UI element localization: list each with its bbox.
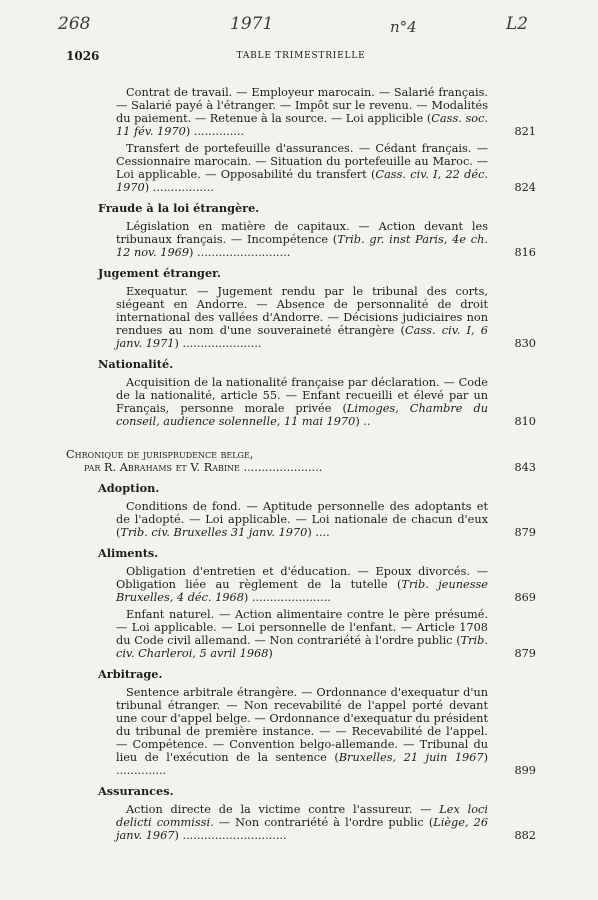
entry-page: 882 <box>514 829 536 842</box>
page-number: 1026 <box>66 49 100 63</box>
page-header <box>66 49 536 67</box>
entry-page: 879 <box>514 647 536 660</box>
handwritten-note: n°4 <box>390 18 417 36</box>
entry-page: 899 <box>514 764 536 777</box>
index-entry: Transfert de portefeuille d'assurances. — Cédant français. — Cessionnaire marocain. — Situation du portefeuille au Maroc. — Loi applicable. — Opposabilité du transfert (Cass. civ. I, 22 déc. 1970) ................. 824 <box>116 142 536 194</box>
handwritten-note: 268 <box>58 14 91 34</box>
section-heading: Nationalité. <box>98 357 174 371</box>
entry-page: 830 <box>514 337 536 350</box>
index-entry: Acquisition de la nationalité française par déclaration. — Code de la nationalité, article 55. — Enfant recueilli et élevé par un Français, personne morale privée (Limoges, Chambre du conseil, audience solennelle, 11 mai 1970) .. 810 <box>116 376 536 428</box>
entry-page: 824 <box>514 181 536 194</box>
chronique-heading: Chronique de jurisprudence belge, par R. Abrahams et V. Rabine ...................... 843 <box>66 448 536 474</box>
section-heading: Fraude à la loi étrangère. <box>98 201 260 215</box>
entry-page: 869 <box>514 591 536 604</box>
handwritten-note: 1971 <box>230 14 274 34</box>
section-heading: Jugement étranger. <box>98 266 221 280</box>
entry-page: 843 <box>514 461 536 474</box>
index-entry: Action directe de la victime contre l'assureur. — Lex loci delicti commissi. — Non contrariété à l'ordre public (Liège, 26 janv. 1967) ............................. 882 <box>116 803 536 842</box>
index-entry: Conditions de fond. — Aptitude personnelle des adoptants et de l'adopté. — Loi applicable. — Loi nationale de chacun d'eux (Trib. civ. Bruxelles 31 janv. 1970) .... 879 <box>116 500 536 539</box>
entry-page: 879 <box>514 526 536 539</box>
index-content <box>66 86 536 846</box>
index-entry: Législation en matière de capitaux. — Action devant les tribunaux français. — Incompétence (Trib. gr. inst Paris, 4e ch. 12 nov. 1969) .......................... 816 <box>116 220 536 259</box>
section-heading: Aliments. <box>98 546 159 560</box>
running-title: TABLE TRIMESTRIELLE <box>236 51 366 61</box>
entry-page: 810 <box>514 415 536 428</box>
entry-page: 816 <box>514 246 536 259</box>
index-entry: Sentence arbitrale étrangère. — Ordonnance d'exequatur d'un tribunal étranger. — Non recevabilité de l'appel porté devant une cour d'appel belge. — Ordonnance d'exequatur du président du tribunal de première instance. — — Recevabilité de l'appel. — Compétence. — Convention belgo-allemande. — Tribunal du lieu de l'exécution de la sentence (Bruxelles, 21 juin 1967) .............. 899 <box>116 686 536 777</box>
index-entry: Obligation d'entretien et d'éducation. — Epoux divorcés. — Obligation liée au règlement de la tutelle (Trib. jeunesse Bruxelles, 4 déc. 1968) ...................... 869 <box>116 565 536 604</box>
handwritten-note: L2 <box>506 14 529 34</box>
section-heading: Assurances. <box>98 784 174 798</box>
index-entry: Exequatur. — Jugement rendu par le tribunal des corts, siégeant en Andorre. — Absence de personnalité de droit international des vallées d'Andorre. — Décisions judiciaires non rendues au nom d'une souveraineté étrangère (Cass. civ. I, 6 janv. 1971) ...................... 830 <box>116 285 536 350</box>
section-heading: Adoption. <box>98 481 160 495</box>
index-entry: Contrat de travail. — Employeur marocain. — Salarié français. — Salarié payé à l'étranger. — Impôt sur le revenu. — Modalités du paiement. — Retenue à la source. — Loi applicible (Cass. soc. 11 fév. 1970) .............. 821 <box>116 86 536 138</box>
section-heading: Arbitrage. <box>98 667 163 681</box>
index-entry: Enfant naturel. — Action alimentaire contre le père présumé. — Loi applicable. — Loi personnelle de l'enfant. — Article 1708 du Code civil allemand. — Non contrariété à l'ordre public (Trib. civ. Charleroi, 5 avril 1968) 879 <box>116 608 536 660</box>
entry-page: 821 <box>514 125 536 138</box>
